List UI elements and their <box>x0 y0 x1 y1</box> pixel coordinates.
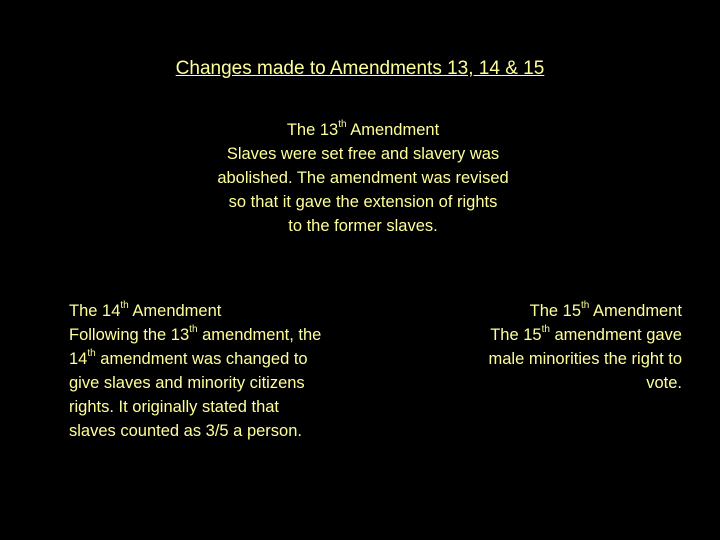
line-text: The 15 <box>490 326 542 344</box>
amendment-14-text-line: give slaves and minority citizens <box>69 374 305 392</box>
amendment-15-text-line: male minorities the right to <box>488 350 682 368</box>
amendment-13-text-line: so that it gave the extension of rights <box>228 193 498 211</box>
heading-text: Amendment <box>589 302 682 320</box>
ordinal-suffix: th <box>87 347 96 359</box>
amendment-14-text-line: slaves counted as 3/5 a person. <box>69 422 302 440</box>
slide-title: Changes made to Amendments 13, 14 & 15 <box>175 58 545 79</box>
amendment-15-text-line <box>430 323 682 347</box>
heading-text: Amendment <box>346 121 440 139</box>
amendment-14-text-line <box>69 347 369 371</box>
amendment-13-section <box>180 118 546 238</box>
amendment-14-text-line: rights. It originally stated that <box>69 398 280 416</box>
amendment-13-text-line: abolished. The amendment was revised <box>217 169 509 187</box>
amendment-14-text-line <box>69 323 369 347</box>
line-text: 14 <box>69 350 88 368</box>
amendment-15-section <box>430 299 682 395</box>
ordinal-suffix: th <box>189 323 198 335</box>
ordinal-suffix: th <box>120 299 129 311</box>
amendment-14-section <box>69 299 369 443</box>
line-text: amendment gave <box>549 326 682 344</box>
line-text: amendment was changed to <box>95 350 308 368</box>
heading-text: The 15 <box>529 302 582 320</box>
heading-text: Amendment <box>128 302 222 320</box>
line-text: Following the 13 <box>69 326 190 344</box>
line-text: amendment, the <box>197 326 322 344</box>
amendment-15-heading <box>430 299 682 323</box>
ordinal-suffix: th <box>581 299 590 311</box>
amendment-15-text-line: vote. <box>646 374 682 392</box>
amendment-14-heading <box>69 299 369 323</box>
ordinal-suffix: th <box>338 118 347 130</box>
ordinal-suffix: th <box>541 323 550 335</box>
amendment-13-text-line: Slaves were set free and slavery was <box>226 145 500 163</box>
heading-text: The 13 <box>286 121 339 139</box>
amendment-13-heading <box>180 118 546 142</box>
heading-text: The 14 <box>69 302 121 320</box>
amendment-13-text-line: to the former slaves. <box>288 217 438 235</box>
